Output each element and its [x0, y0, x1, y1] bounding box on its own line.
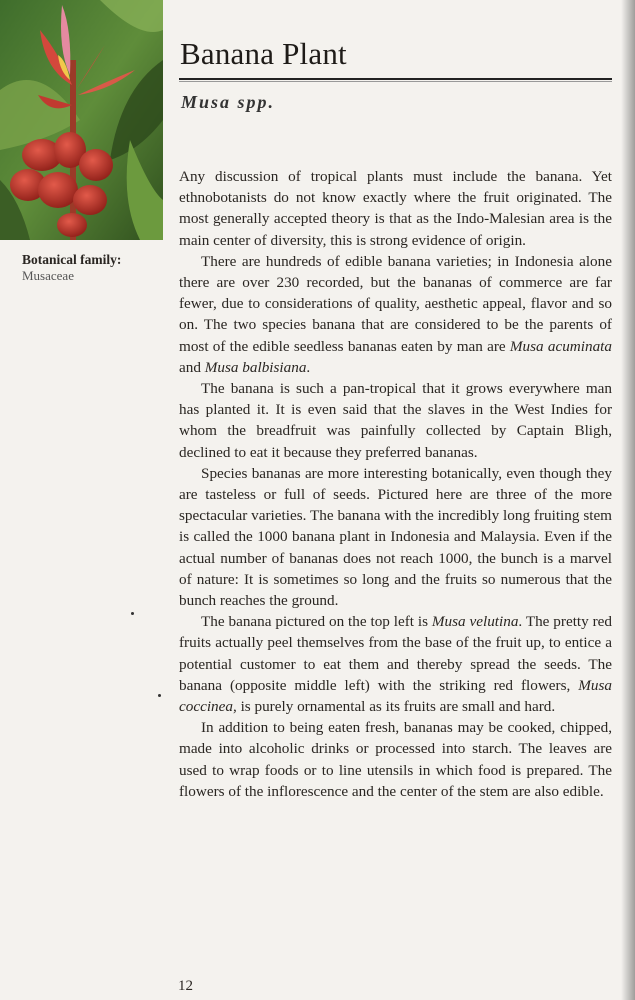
species-musa-acuminata: Musa acuminata [509, 337, 612, 355]
page-edge-shadow [621, 0, 635, 1000]
title-rule-thin [179, 81, 612, 82]
botanical-family-value: Musaceae [22, 268, 74, 283]
margin-speck [131, 612, 134, 615]
margin-speck [158, 694, 161, 697]
paragraph-6: In addition to being eaten fresh, bananas may be cooked, chipped, made into alcoholic drinks or processed into starch. The leaves are used to wrap foods or to line utensils in which food is prepared. The flowers of the inflorescence and the center of the stem are also edible. [179, 719, 612, 800]
species-musa-velutina: Musa velutina [431, 613, 519, 631]
botanical-family-label: Botanical family: [22, 252, 122, 267]
paragraph-5-text-a: The banana pictured on the top left is [201, 613, 432, 631]
paragraph-2-end: . [306, 358, 311, 376]
page-number: 12 [178, 978, 193, 994]
title-rule [179, 78, 612, 80]
paragraph-4: Species bananas are more interesting botanically, even though they are tasteless or full of seeds. Pictured here are three of the more spectacular varieties. The banana with the incredibly long fruiting stem is called the 1000 banana plant in Indonesia and Malaysia. Even if the actual number of bananas does not reach 1000, the bunch is a marvel of nature: It is sometimes so long and the fruits so numerous that the bunch reaches the ground. [179, 464, 612, 610]
article-body [179, 166, 612, 802]
paragraph-5 [179, 611, 612, 717]
species-musa-balbisiana: Musa balbisiana [204, 358, 307, 376]
botanical-family-caption [22, 251, 157, 284]
species-musa-coccinea: Musa coccinea [179, 676, 612, 716]
photo-illustration [0, 0, 163, 240]
scientific-name: Musa spp. [181, 92, 276, 112]
paragraph-5-text-c: , is purely ornamental as its fruits are small and hard. [232, 698, 556, 716]
page-title: Banana Plant [180, 36, 347, 71]
paragraph-2 [179, 251, 612, 378]
paragraph-5-text-b: . The pretty red fruits actually peel themselves from the base of the fruit up, to entice a potential customer to eat them and thereby spread the seeds. The banana (opposite middle left) with the striking red flowers, [179, 613, 612, 694]
conjunction-and: and [179, 358, 205, 376]
paragraph-3: The banana is such a pan-tropical that it grows everywhere man has planted it. It is even said that the slaves in the West Indies for whom the breadfruit was painfully collected by Captain Bligh, declined to eat it because they preferred bananas. [179, 380, 612, 461]
banana-flower-photo [0, 0, 163, 240]
paragraph-2-text: There are hundreds of edible banana varieties; in Indonesia alone there are over 230 recorded, but the bananas of commerce are far fewer, due to considerations of quality, aesthetic appeal, flavor and so on. The two species banana that are considered to be the parents of most of the edible seedless bananas eaten by man are [179, 252, 612, 355]
paragraph-1: Any discussion of tropical plants must include the banana. Yet ethnobotanists do not know exactly where the fruit originated. The most generally accepted theory is that as the Indo-Malesian area is the main center of diversity, this is strong evidence of origin. [179, 168, 612, 249]
